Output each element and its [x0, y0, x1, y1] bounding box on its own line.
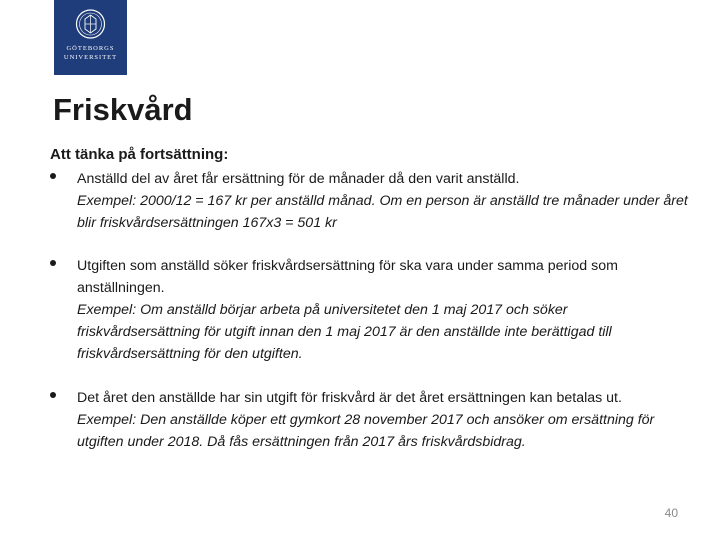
bullet-example: Exempel: Om anställd börjar arbeta på universitetet den 1 maj 2017 och söker friskvårdsersättning för utgift innan den 1 maj 2017 är den anställde inte berättigad till friskvårdsersättning för den utgiften. — [77, 302, 612, 362]
bullet-text: Anställd del av året får ersättning för de månader då den varit anställd. — [77, 171, 520, 187]
bullet-dot-icon — [50, 260, 56, 266]
bullet-dot-icon — [50, 173, 56, 179]
university-seal-icon — [54, 0, 127, 45]
page-number: 40 — [664, 506, 678, 520]
logo-text-line2: UNIVERSITET — [63, 54, 118, 61]
bullet-dot-icon — [50, 392, 56, 398]
bullet-example: Exempel: 2000/12 = 167 kr per anställd månad. Om en person är anställd tre månader under året blir friskvårdsersättningen 167x3 = 501 kr — [77, 193, 688, 231]
bullet-item — [50, 387, 690, 453]
university-logo — [54, 0, 127, 75]
bullet-text: Utgiften som anställd söker friskvårdsersättning för ska vara under samma period som anställningen. — [77, 258, 618, 296]
bullet-item — [50, 168, 690, 234]
logo-text-line1: GÖTEBORGS — [66, 45, 115, 52]
bullet-item — [50, 255, 690, 365]
slide-title: Friskvård — [53, 92, 193, 127]
slide-subtitle: Att tänka på fortsättning: — [50, 146, 229, 163]
bullet-text: Det året den anställde har sin utgift för friskvård är det året ersättningen kan betalas ut. — [77, 390, 622, 406]
bullet-example: Exempel: Den anställde köper ett gymkort 28 november 2017 och ansöker om ersättning för utgiften under 2018. Då fås ersättningen från 2017 års friskvårdsbidrag. — [77, 412, 655, 450]
